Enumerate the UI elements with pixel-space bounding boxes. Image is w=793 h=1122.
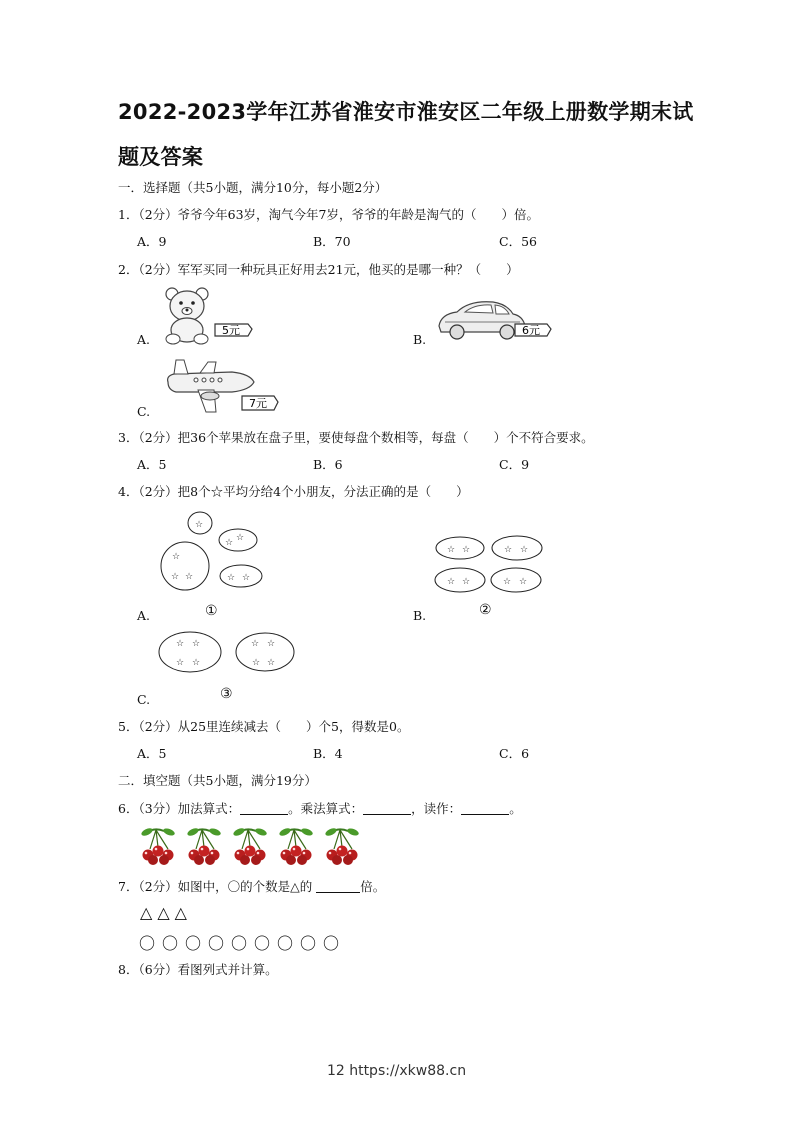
- q4-label-a: A.: [137, 608, 151, 623]
- q4-star: ☆: [185, 572, 194, 582]
- q6-multiplication-blank[interactable]: [363, 802, 411, 815]
- q4-star: ☆: [267, 658, 276, 668]
- circle-shape: 〇: [184, 934, 201, 953]
- q4-star: ☆: [176, 658, 185, 668]
- q8-stem: 8．（6分）看图列式并计算。: [118, 962, 278, 977]
- q4-figure-1: [155, 510, 265, 592]
- circle-shape: 〇: [253, 934, 270, 953]
- circle-shape: 〇: [230, 934, 247, 953]
- q4-mark-3: ③: [220, 686, 233, 702]
- q4-star: ☆: [519, 577, 528, 587]
- q3-option-a: A．5: [137, 457, 167, 472]
- cherry-icon: [276, 825, 318, 867]
- cherry-icon: [184, 825, 226, 867]
- q4-star: ☆: [192, 639, 201, 649]
- q4-star: ☆: [176, 639, 185, 649]
- circle-shape: 〇: [276, 934, 293, 953]
- cherry-icon: [322, 825, 364, 867]
- q4-star: ☆: [242, 573, 251, 583]
- toy-car-icon: [435, 296, 555, 344]
- section1-heading: 一．选择题（共5小题，满分10分，每小题2分）: [118, 180, 388, 195]
- circle-shape: 〇: [299, 934, 316, 953]
- q2-label-c: C.: [137, 404, 151, 419]
- q4-stem: 4．（2分）把8个☆平均分给4个小朋友，分法正确的是（ ）: [118, 484, 469, 499]
- q4-star: ☆: [251, 639, 260, 649]
- q2-price-b: 6元: [522, 324, 540, 337]
- q2-price-c: 7元: [249, 397, 267, 410]
- q5-option-a: A．5: [137, 746, 167, 761]
- q1-option-a: A．9: [137, 234, 167, 249]
- q6-stem: [118, 801, 522, 817]
- triangle-shape: △: [157, 903, 170, 922]
- q4-star: ☆: [236, 533, 245, 543]
- q4-star: ☆: [192, 658, 201, 668]
- q6-reading-blank[interactable]: [461, 802, 509, 815]
- q1-option-c: C．56: [499, 234, 537, 249]
- cherry-icon: [230, 825, 272, 867]
- q7-answer-blank[interactable]: [316, 880, 360, 893]
- q4-star: ☆: [503, 577, 512, 587]
- q4-star: ☆: [504, 545, 513, 555]
- q4-star: ☆: [447, 545, 456, 555]
- section2-heading: 二．填空题（共5小题，满分19分）: [118, 773, 317, 788]
- q7-text-2: 倍。: [360, 879, 386, 894]
- q4-figure-3: [158, 630, 298, 674]
- q7-triangle-row: [140, 903, 192, 923]
- triangle-shape: △: [174, 903, 187, 922]
- q6-text-2: 。乘法算式：: [288, 801, 364, 816]
- q3-option-b: B．6: [313, 457, 343, 472]
- page-title-line2: 题及答案: [118, 145, 204, 169]
- page-title-line1: 2022-2023学年江苏省淮安市淮安区二年级上册数学期末试: [118, 100, 694, 124]
- q4-star: ☆: [252, 658, 261, 668]
- q2-label-a: A.: [137, 332, 151, 347]
- q7-stem: [118, 879, 385, 895]
- page-footer: 12 https://xkw88.cn: [326, 1063, 467, 1079]
- q4-star: ☆: [447, 577, 456, 587]
- q4-label-b: B.: [413, 608, 427, 623]
- q4-mark-1: ①: [205, 603, 218, 619]
- q4-star: ☆: [520, 545, 529, 555]
- q4-star: ☆: [195, 520, 204, 530]
- q3-option-c: C．9: [499, 457, 530, 472]
- q1-stem: 1．（2分）爷爷今年63岁，淘气今年7岁，爷爷的年龄是淘气的（ ）倍。: [118, 207, 540, 222]
- q3-stem: 3．（2分）把36个苹果放在盘子里，要使每盘个数相等，每盘（ ）个不符合要求。: [118, 430, 594, 445]
- q6-cherry-row: [138, 825, 373, 867]
- q6-addition-blank[interactable]: [240, 802, 288, 815]
- q4-star: ☆: [171, 572, 180, 582]
- q2-stem: 2．（2分）军军买同一种玩具正好用去21元，他买的是哪一种？（ ）: [118, 262, 519, 277]
- teddy-bear-icon: [160, 286, 260, 346]
- q6-text-3: ，读作：: [411, 801, 462, 816]
- q2-label-b: B.: [413, 332, 427, 347]
- q4-mark-2: ②: [479, 602, 492, 618]
- q5-stem: 5．（2分）从25里连续减去（ ）个5，得数是0。: [118, 719, 410, 734]
- q5-option-c: C．6: [499, 746, 530, 761]
- circle-shape: 〇: [207, 934, 224, 953]
- toy-airplane-icon: [162, 356, 287, 418]
- q4-star: ☆: [267, 639, 276, 649]
- q7-text-1: 7．（2分）如图中，〇的个数是△的: [118, 879, 313, 894]
- circle-shape: 〇: [138, 934, 155, 953]
- circle-shape: 〇: [161, 934, 178, 953]
- q2-price-a: 5元: [222, 324, 240, 337]
- triangle-shape: △: [140, 903, 153, 922]
- q4-figure-2: [430, 532, 550, 596]
- q1-option-b: B．70: [313, 234, 351, 249]
- q4-star: ☆: [172, 552, 181, 562]
- q4-label-c: C.: [137, 692, 151, 707]
- q4-star: ☆: [462, 545, 471, 555]
- q6-text-1: 6．（3分）加法算式：: [118, 801, 241, 816]
- q6-text-4: 。: [509, 801, 522, 816]
- q4-star: ☆: [225, 538, 234, 548]
- q7-circle-row: [136, 931, 343, 951]
- q4-star: ☆: [227, 573, 236, 583]
- q5-option-b: B．4: [313, 746, 343, 761]
- circle-shape: 〇: [322, 934, 339, 953]
- q4-star: ☆: [462, 577, 471, 587]
- cherry-icon: [138, 825, 180, 867]
